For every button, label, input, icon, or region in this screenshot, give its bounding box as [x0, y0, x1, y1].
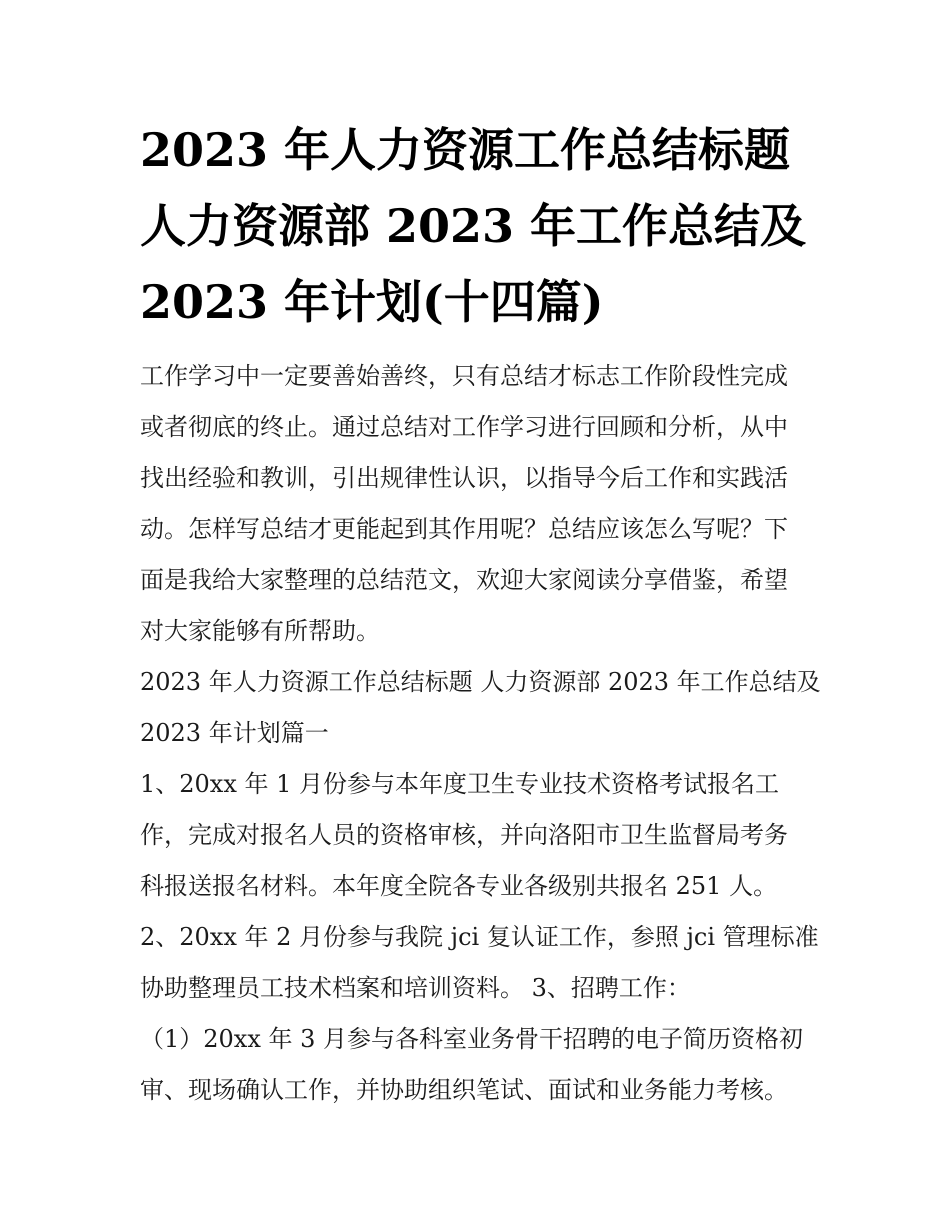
section-heading-line: 2023 年人力资源工作总结标题 人力资源部 2023 年工作总结及	[140, 668, 821, 696]
intro-line: 面是我给大家整理的总结范文，欢迎大家阅读分享借鉴，希望	[140, 566, 788, 594]
intro-line: 对大家能够有所帮助。	[140, 617, 380, 645]
item-line: 2、20xx 年 2 月份参与我院 jci 复认证工作，参照 jci 管理标准	[140, 923, 819, 951]
intro-line: 或者彻底的终止。通过总结对工作学习进行回顾和分析，从中	[140, 413, 788, 441]
title-line: 2023 年人力资源工作总结标题	[140, 123, 791, 177]
item-line: 协助整理员工技术档案和培训资料。 3、招聘工作：	[140, 974, 691, 1002]
intro-line: 找出经验和教训，引出规律性认识，以指导今后工作和实践活	[140, 464, 788, 492]
document-title	[140, 112, 820, 340]
title-line: 2023 年计划(十四篇)	[140, 275, 604, 329]
item-line: （1）20xx 年 3 月参与各科室业务骨干招聘的电子简历资格初	[140, 1025, 804, 1053]
title-line: 人力资源部 2023 年工作总结及	[140, 199, 807, 253]
item-line: 作，完成对报名人员的资格审核，并向洛阳市卫生监督局考务	[140, 821, 788, 849]
item-line: 1、20xx 年 1 月份参与本年度卫生专业技术资格考试报名工	[140, 770, 780, 798]
item-line: 科报送报名材料。本年度全院各专业各级别共报名 251 人。	[140, 872, 778, 900]
document-body	[140, 351, 820, 1116]
document-page	[140, 112, 820, 1116]
intro-line: 工作学习中一定要善始善终，只有总结才标志工作阶段性完成	[140, 362, 788, 390]
section-heading-line: 2023 年计划篇一	[140, 719, 329, 747]
intro-line: 动。怎样写总结才更能起到其作用呢？总结应该怎么写呢？下	[140, 515, 788, 543]
item-line: 审、现场确认工作，并协助组织笔试、面试和业务能力考核。	[140, 1076, 788, 1104]
